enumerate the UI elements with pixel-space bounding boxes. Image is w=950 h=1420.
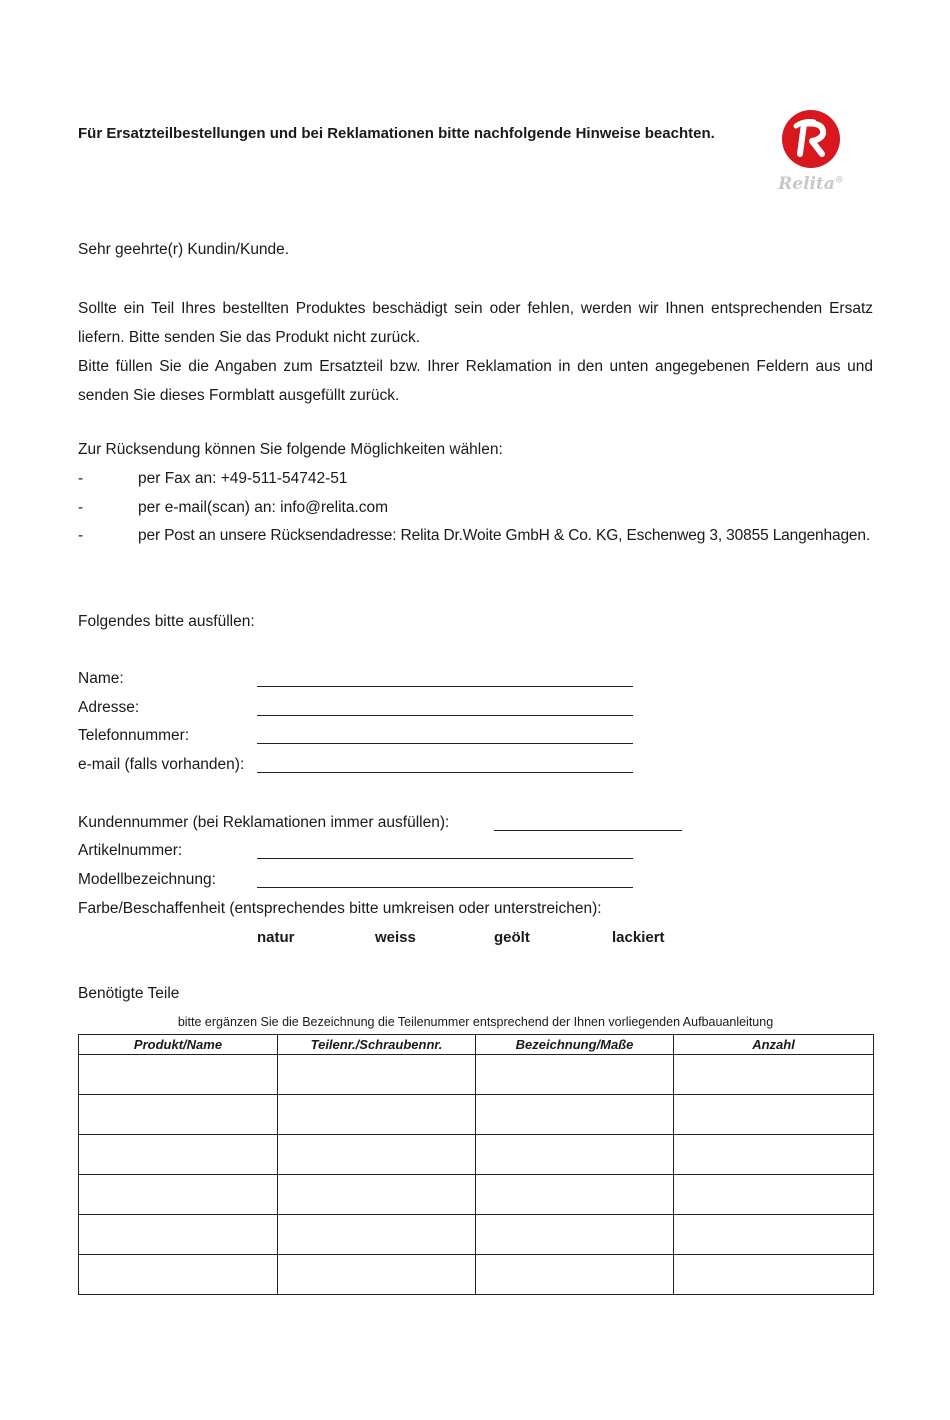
- table-cell[interactable]: [278, 1135, 476, 1175]
- table-cell[interactable]: [79, 1055, 278, 1095]
- model-label: Modellbezeichnung:: [78, 871, 216, 888]
- table-cell[interactable]: [674, 1135, 874, 1175]
- paragraph-line: senden Sie dieses Formblatt ausgefüllt zurück.: [78, 387, 400, 404]
- column-header-part-number: Teilenr./Schraubennr.: [278, 1035, 476, 1055]
- table-cell[interactable]: [79, 1135, 278, 1175]
- phone-field[interactable]: [257, 743, 633, 744]
- paragraph-line: Sollte ein Teil Ihres bestellten Produktes beschädigt sein oder fehlen, werden wir Ihnen entsprechenden Ersatz: [78, 300, 873, 317]
- salutation: Sehr geehrte(r) Kundin/Kunde.: [78, 241, 290, 258]
- table-row: [79, 1175, 874, 1215]
- table-cell[interactable]: [79, 1095, 278, 1135]
- table-cell[interactable]: [278, 1255, 476, 1295]
- table-cell[interactable]: [79, 1175, 278, 1215]
- table-cell[interactable]: [476, 1215, 674, 1255]
- parts-heading: Benötigte Teile: [78, 985, 180, 1002]
- finish-option-geoelt[interactable]: geölt: [494, 929, 530, 946]
- form-intro: Folgendes bitte ausfüllen:: [78, 613, 255, 630]
- table-cell[interactable]: [278, 1095, 476, 1135]
- customer-number-label: Kundennummer (bei Reklamationen immer ausfüllen):: [78, 814, 450, 831]
- finish-label: Farbe/Beschaffenheit (entsprechendes bitte umkreisen oder unterstreichen):: [78, 900, 602, 917]
- finish-option-natur[interactable]: natur: [257, 929, 295, 946]
- article-number-label: Artikelnummer:: [78, 842, 183, 859]
- table-cell[interactable]: [476, 1095, 674, 1135]
- paragraph-line: liefern. Bitte senden Sie das Produkt nicht zurück.: [78, 329, 421, 346]
- table-cell[interactable]: [79, 1215, 278, 1255]
- relita-logo: [778, 108, 844, 200]
- list-bullet: -: [78, 527, 84, 544]
- table-cell[interactable]: [278, 1055, 476, 1095]
- name-field[interactable]: [257, 686, 633, 687]
- return-option-fax: per Fax an: +49-511-54742-51: [138, 470, 348, 487]
- table-cell[interactable]: [476, 1255, 674, 1295]
- table-row: [79, 1255, 874, 1295]
- table-cell[interactable]: [476, 1135, 674, 1175]
- email-field[interactable]: [257, 772, 633, 773]
- table-cell[interactable]: [476, 1175, 674, 1215]
- table-row: [79, 1095, 874, 1135]
- table-cell[interactable]: [476, 1055, 674, 1095]
- finish-option-lackiert[interactable]: lackiert: [612, 929, 665, 946]
- table-cell[interactable]: [674, 1215, 874, 1255]
- parts-hint: bitte ergänzen Sie die Bezeichnung die Teilenummer entsprechend der Ihnen vorliegenden Aufbauanleitung: [177, 1015, 774, 1029]
- table-cell[interactable]: [674, 1175, 874, 1215]
- finish-option-weiss[interactable]: weiss: [375, 929, 416, 946]
- table-row: [79, 1215, 874, 1255]
- return-option-post: per Post an unsere Rücksendadresse: Relita Dr.Woite GmbH & Co. KG, Eschenweg 3, 30855 Langenhagen.: [138, 527, 871, 544]
- address-label: Adresse:: [78, 699, 140, 716]
- column-header-product: Produkt/Name: [79, 1035, 278, 1055]
- column-header-quantity: Anzahl: [674, 1035, 874, 1055]
- model-field[interactable]: [257, 887, 633, 888]
- email-label: e-mail (falls vorhanden):: [78, 756, 245, 773]
- logo-wordmark: Relita®: [778, 174, 844, 194]
- table-cell[interactable]: [79, 1255, 278, 1295]
- phone-label: Telefonnummer:: [78, 727, 190, 744]
- list-bullet: -: [78, 499, 84, 516]
- table-cell[interactable]: [278, 1215, 476, 1255]
- table-cell[interactable]: [674, 1055, 874, 1095]
- address-field[interactable]: [257, 715, 633, 716]
- return-intro: Zur Rücksendung können Sie folgende Möglichkeiten wählen:: [78, 441, 503, 458]
- table-cell[interactable]: [674, 1095, 874, 1135]
- article-number-field[interactable]: [257, 858, 633, 859]
- table-cell[interactable]: [674, 1255, 874, 1295]
- return-option-email: per e-mail(scan) an: info@relita.com: [138, 499, 389, 516]
- name-label: Name:: [78, 670, 124, 687]
- column-header-description: Bezeichnung/Maße: [476, 1035, 674, 1055]
- relita-logo-icon: [778, 108, 844, 174]
- list-bullet: -: [78, 470, 84, 487]
- table-row: [79, 1135, 874, 1175]
- customer-number-field[interactable]: [494, 830, 682, 831]
- parts-table: [78, 1034, 874, 1295]
- page-title: Für Ersatzteilbestellungen und bei Reklamationen bitte nachfolgende Hinweise beachten.: [78, 125, 715, 142]
- table-row: [79, 1055, 874, 1095]
- paragraph-replacement: [78, 294, 873, 410]
- paragraph-line: Bitte füllen Sie die Angaben zum Ersatzteil bzw. Ihrer Reklamation in den unten angegebenen Feldern aus und: [78, 358, 873, 375]
- table-cell[interactable]: [278, 1175, 476, 1215]
- table-header-row: [79, 1035, 874, 1055]
